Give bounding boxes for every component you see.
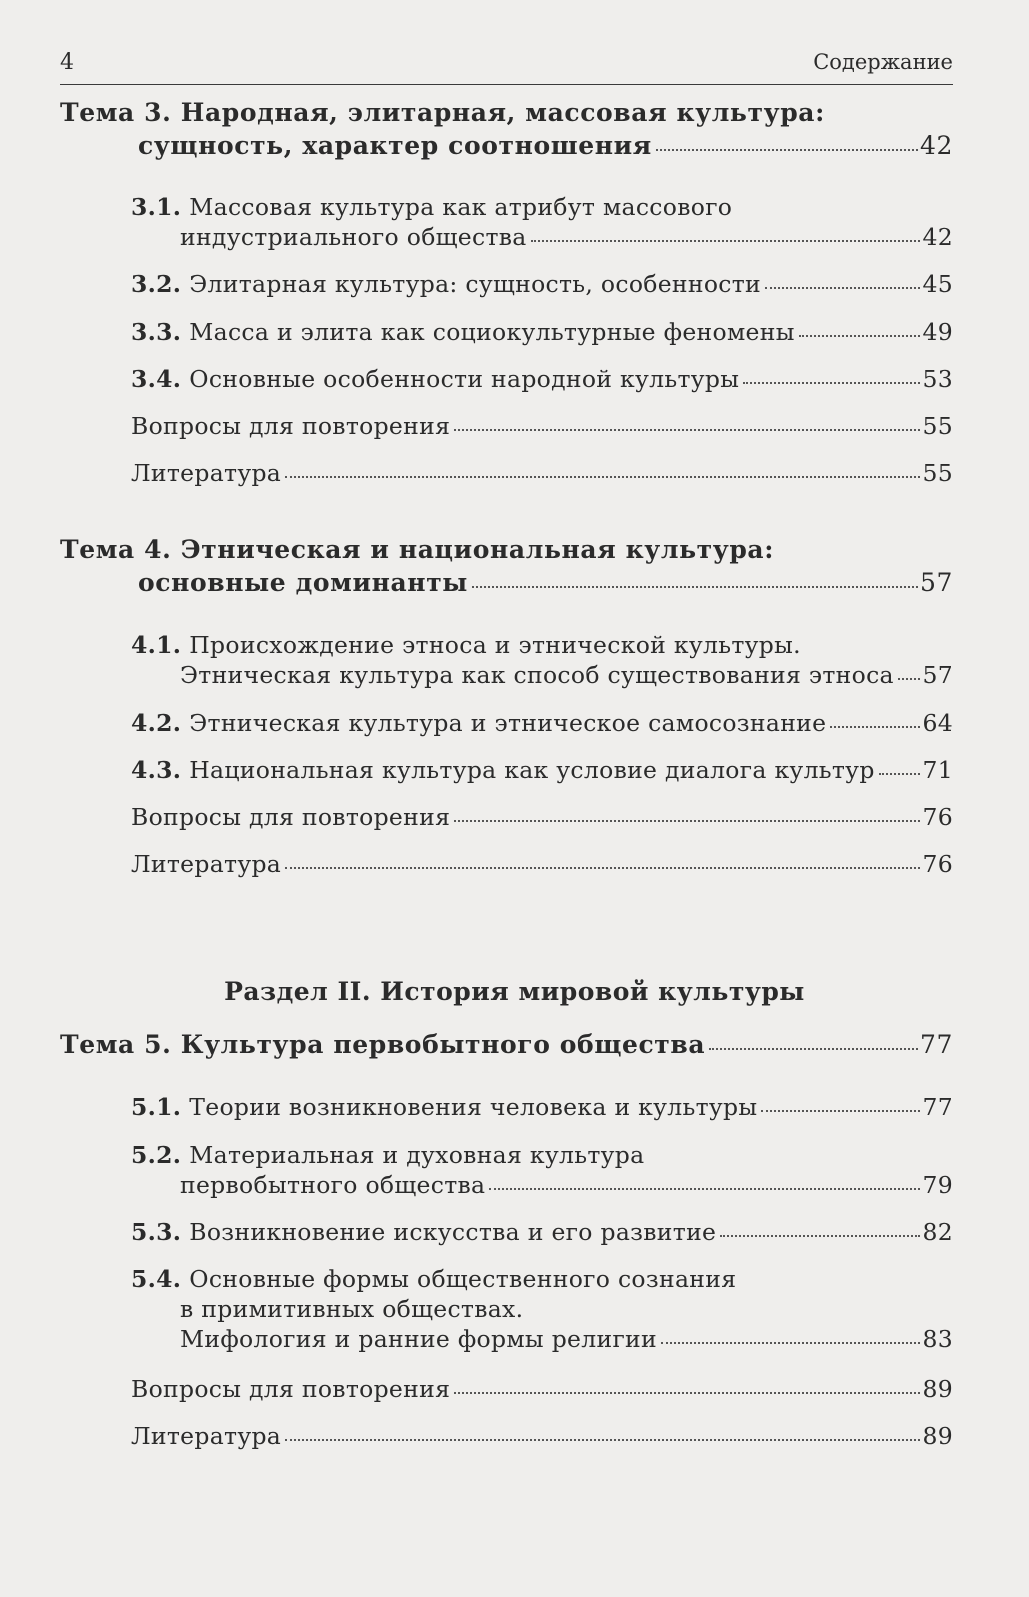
toc-item-4-3[interactable] [131,756,953,784]
item-number: 3.3. [131,318,182,346]
toc-literature-5[interactable] [131,1422,953,1450]
toc-item-3-2[interactable] [131,270,953,298]
item-title-line1: Основные формы общественного сознания [189,1265,737,1293]
item-title-line1: Материальная и духовная культура [189,1141,645,1169]
item-title-line2: индустриального общества [180,223,527,251]
toc-item-5-4[interactable] [131,1265,953,1353]
dot-leader [720,1235,920,1237]
toc-page-number: 83 [922,1325,953,1353]
toc-page-number: 53 [922,365,953,393]
item-number: 4.3. [131,756,182,784]
toc-item-5-2[interactable] [131,1141,953,1199]
dot-leader [454,820,920,822]
toc-page-number: 45 [922,270,953,298]
item-title: Национальная культура как условие диалога культур [189,756,875,784]
item-number: 5.2. [131,1141,182,1169]
dot-leader [656,149,918,151]
toc-page-number: 49 [922,318,953,346]
item-title: Основные особенности народной культуры [189,365,740,393]
item-title: Литература [131,1422,282,1450]
toc-questions-5[interactable] [131,1375,953,1403]
dot-leader [898,678,921,680]
item-title: Литература [131,850,282,878]
item-title: Вопросы для повторения [131,1375,451,1403]
dot-leader [830,726,920,728]
toc-page-number: 77 [919,1030,953,1059]
toc-item-3-1[interactable] [131,193,953,251]
item-title-line1: Происхождение этноса и этнической культуры. [189,631,801,659]
toc-page-number: 42 [919,131,953,160]
dot-leader [489,1188,920,1190]
toc-questions-3[interactable] [131,412,953,440]
toc-literature-3[interactable] [131,459,953,487]
toc-page-number: 76 [922,850,953,878]
toc-page-number: 76 [922,803,953,831]
toc-item-3-4[interactable] [131,365,953,393]
dot-leader [709,1048,918,1050]
item-title-line2: Этническая культура как способ существования этноса [180,661,894,689]
topic-title-line2: сущность, характер соотношения [138,131,652,160]
toc-page-number: 79 [922,1171,953,1199]
toc-literature-4[interactable] [131,850,953,878]
dot-leader [454,1392,920,1394]
dot-leader [799,335,921,337]
toc-item-5-1[interactable] [131,1093,953,1121]
toc-page-number: 89 [922,1375,953,1403]
item-number: 5.3. [131,1218,182,1246]
item-number: 4.1. [131,631,182,659]
toc-page-number: 57 [919,568,953,597]
page-header [60,46,953,85]
item-title: Возникновение искусства и его развитие [189,1218,717,1246]
toc-page-number: 89 [922,1422,953,1450]
item-title-line2: в примитивных обществах. [180,1295,524,1323]
item-number: 4.2. [131,709,182,737]
dot-leader [761,1110,920,1112]
item-title: Этническая культура и этническое самосознание [189,709,827,737]
topic-title: Тема 5. Культура первобытного общества [60,1030,706,1059]
dot-leader [454,429,920,431]
toc-item-3-3[interactable] [131,318,953,346]
toc-questions-4[interactable] [131,803,953,831]
toc-item-4-1[interactable] [131,631,953,689]
dot-leader [743,382,920,384]
toc-topic-4[interactable] [60,535,953,597]
toc-item-5-3[interactable] [131,1218,953,1246]
dot-leader [661,1342,921,1344]
item-title-line1: Массовая культура как атрибут массового [189,193,733,221]
dot-leader [285,476,920,478]
toc-topic-3[interactable] [60,98,953,160]
toc-page-number: 77 [922,1093,953,1121]
topic-title-line1: Тема 4. Этническая и национальная культура: [60,535,775,564]
toc-item-4-2[interactable] [131,709,953,737]
item-number: 5.1. [131,1093,182,1121]
topic-title-line2: основные доминанты [138,568,468,597]
item-number: 3.1. [131,193,182,221]
running-title: Содержание [813,50,953,74]
toc-page-number: 42 [922,223,953,251]
item-number: 3.2. [131,270,182,298]
item-title: Литература [131,459,282,487]
item-title: Вопросы для повторения [131,803,451,831]
toc-page-number: 71 [922,756,953,784]
item-title: Теории возникновения человека и культуры [189,1093,758,1121]
item-title-line2: первобытного общества [180,1171,486,1199]
toc-page-number: 55 [922,412,953,440]
dot-leader [285,1439,920,1441]
topic-title-line1: Тема 3. Народная, элитарная, массовая культура: [60,98,825,127]
toc-topic-5[interactable] [60,1030,953,1059]
item-title: Вопросы для повторения [131,412,451,440]
item-title-line3: Мифология и ранние формы религии [180,1325,657,1353]
toc-page-number: 64 [922,709,953,737]
toc-page-number: 55 [922,459,953,487]
section-heading[interactable]: Раздел II. История мировой культуры [224,977,805,1006]
dot-leader [531,240,921,242]
item-title: Масса и элита как социокультурные феномены [189,318,795,346]
toc-page-number: 82 [922,1218,953,1246]
dot-leader [285,867,920,869]
dot-leader [472,586,918,588]
item-title: Элитарная культура: сущность, особенности [189,270,762,298]
dot-leader [879,773,921,775]
dot-leader [765,287,920,289]
item-number: 3.4. [131,365,182,393]
item-number: 5.4. [131,1265,182,1293]
toc-page-number: 57 [922,661,953,689]
page-number: 4 [60,50,74,75]
